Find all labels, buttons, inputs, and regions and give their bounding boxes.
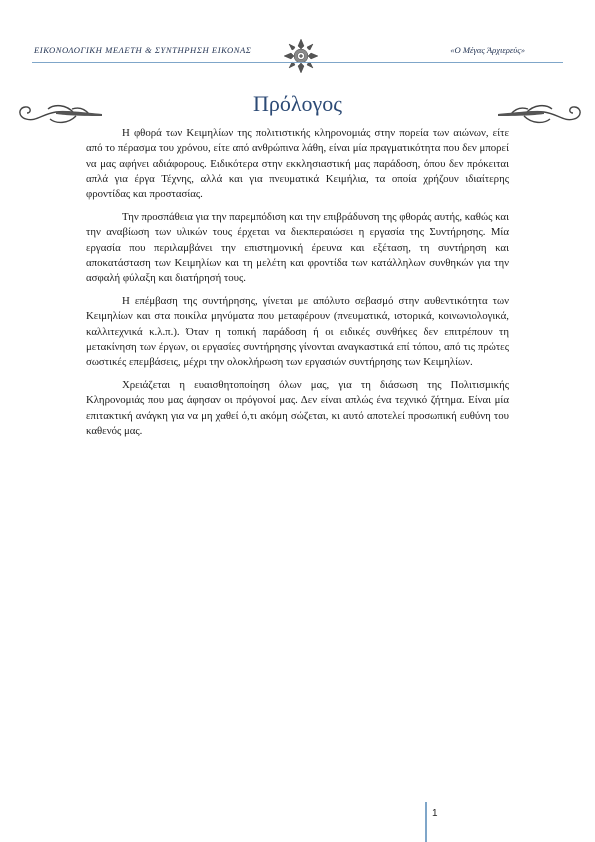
paragraph-3: Η επέμβαση της συντήρησης, γίνεται με απόλυτο σεβασμό στην αυθεντικότητα των Κειμηλίων και στα ποικίλα μηνύματα που μεταφέρουν (πνευματικά, ιστορικά, κοινωνιολογικά, καλλιτεχνικά κ.λ.π.). Όταν η τοπική παράδοση ή οι ειδικές συνθήκες δεν επιτρέπουν τη μετακίνηση των έργων, οι εργασίες συντήρησης γίνονται αναγκαστικά επί τόπου, από τις πρώτες σωστικές επεμβάσεις, μέχρι την ολοκλήρωση των εργασιών συντήρησης των Κειμηλίων.: [86, 294, 509, 369]
header-right-text: «Ο Μέγας Άρχιερεύς»: [450, 45, 525, 55]
footer-divider: [425, 802, 427, 842]
paragraph-1: Η φθορά των Κειμηλίων της πολιτιστικής κληρονομιάς στην πορεία των αιώνων, είτε από το πέρασμα του χρόνου, είτε από ανθρώπινα λάθη, είναι μία πραγματικότητα που δεν μπορεί να μας αφήνει αδιάφορους. Ειδικότερα στην εκκλησιαστική μας παράδοση, όπου δεν πρόκειται απλά για έργα Τέχνης, αλλά και για πνευματικά Κειμήλια, τα οποία χρήζουν ιδιαίτερης φροντίδας και προστασίας.: [86, 127, 509, 201]
header-left-text: ΕΙΚΟΝΟΛΟΓΙΚΗ ΜΕΛΕΤΗ & ΣΥΝΤΗΡΗΣΗ ΕΙΚΟΝΑΣ: [34, 45, 252, 55]
paragraph-2: Την προσπάθεια για την παρεμπόδιση και την επιβράδυνση της φθοράς αυτής, καθώς και την αναβίωση των υλικών τους έρχεται να διεκπεραιώσει η εργασία της Συντήρησης. Μία εργασία που περιλαμβάνει την επιστημονική έρευνα και εξέταση, τη συντήρηση και αποκατάσταση των Κειμηλίων και τη μελέτη και φροντίδα των κατάλληλων συνθηκών για την ασφαλή φύλαξη και διατήρησή τους.: [86, 210, 509, 285]
ornamental-cross-emblem-icon: [283, 38, 319, 74]
document-body: [86, 126, 509, 447]
page-number: 1: [432, 808, 438, 819]
paragraph-4: Χρειάζεται η ευαισθητοποίηση όλων μας, για τη διάσωση της Πολιτισμικής Κληρονομιάς που μας άφησαν οι πρόγονοί μας. Δεν είναι απλώς ένα τεχνικό ζήτημα. Είναι μία επιτακτική ανάγκη για να μη χαθεί ό,τι ακόμη σώζεται, κι αυτό αποτελεί προσωπική ευθύνη του καθενός μας.: [86, 378, 509, 437]
header-divider: [32, 62, 563, 63]
page-title: Πρόλογος: [253, 91, 342, 116]
right-scroll-ornament-icon: [496, 100, 586, 126]
